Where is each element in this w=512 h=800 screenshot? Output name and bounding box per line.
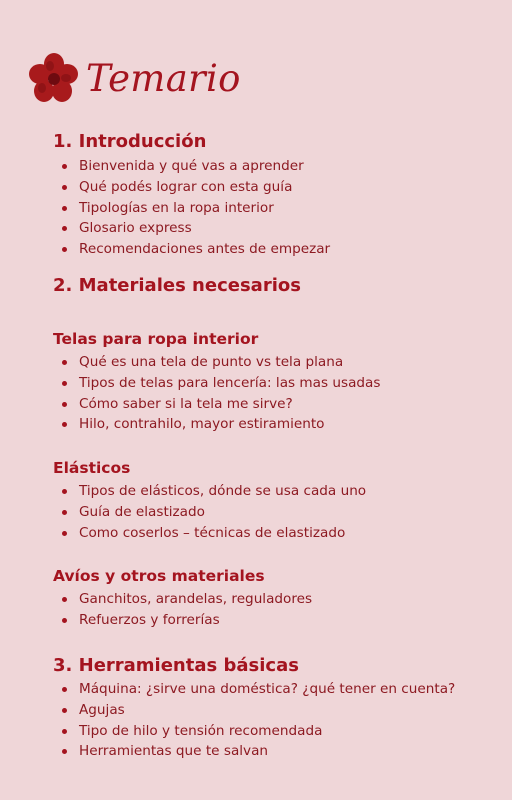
flower-icon — [28, 52, 80, 104]
list-item: Tipo de hilo y tensión recomendada — [53, 721, 455, 742]
list-item: Tipos de telas para lencería: las mas usadas — [53, 373, 380, 394]
list-item: Hilo, contrahilo, mayor estiramiento — [53, 414, 380, 435]
subsection-list-telas — [53, 352, 380, 435]
list-item: Tipos de elásticos, dónde se usa cada uno — [53, 481, 366, 502]
page-header — [28, 48, 241, 108]
section-list-herramientas — [53, 679, 455, 762]
page-title: Temario — [86, 56, 241, 100]
list-item: Qué es una tela de punto vs tela plana — [53, 352, 380, 373]
list-item: Guía de elastizado — [53, 502, 366, 523]
subsection-list-avios — [53, 589, 312, 631]
subsection-heading-avios: Avíos y otros materiales — [53, 567, 265, 585]
subsection-heading-elasticos: Elásticos — [53, 459, 131, 477]
list-item: Recomendaciones antes de empezar — [53, 239, 330, 260]
subsection-heading-telas: Telas para ropa interior — [53, 330, 259, 348]
list-item: Ganchitos, arandelas, reguladores — [53, 589, 312, 610]
list-item: Glosario express — [53, 218, 330, 239]
list-item: Cómo saber si la tela me sirve? — [53, 394, 380, 415]
list-item: Máquina: ¿sirve una doméstica? ¿qué tener en cuenta? — [53, 679, 455, 700]
list-item: Tipologías en la ropa interior — [53, 198, 330, 219]
section-heading-herramientas: 3. Herramientas básicas — [53, 655, 299, 676]
list-item: Agujas — [53, 700, 455, 721]
list-item: Como coserlos – técnicas de elastizado — [53, 523, 366, 544]
section-heading-introduccion: 1. Introducción — [53, 131, 207, 152]
list-item: Refuerzos y forrerías — [53, 610, 312, 631]
list-item: Bienvenida y qué vas a aprender — [53, 156, 330, 177]
list-item: Qué podés lograr con esta guía — [53, 177, 330, 198]
section-heading-materiales: 2. Materiales necesarios — [53, 275, 301, 296]
section-list-introduccion — [53, 156, 330, 260]
subsection-list-elasticos — [53, 481, 366, 543]
list-item: Herramientas que te salvan — [53, 741, 455, 762]
